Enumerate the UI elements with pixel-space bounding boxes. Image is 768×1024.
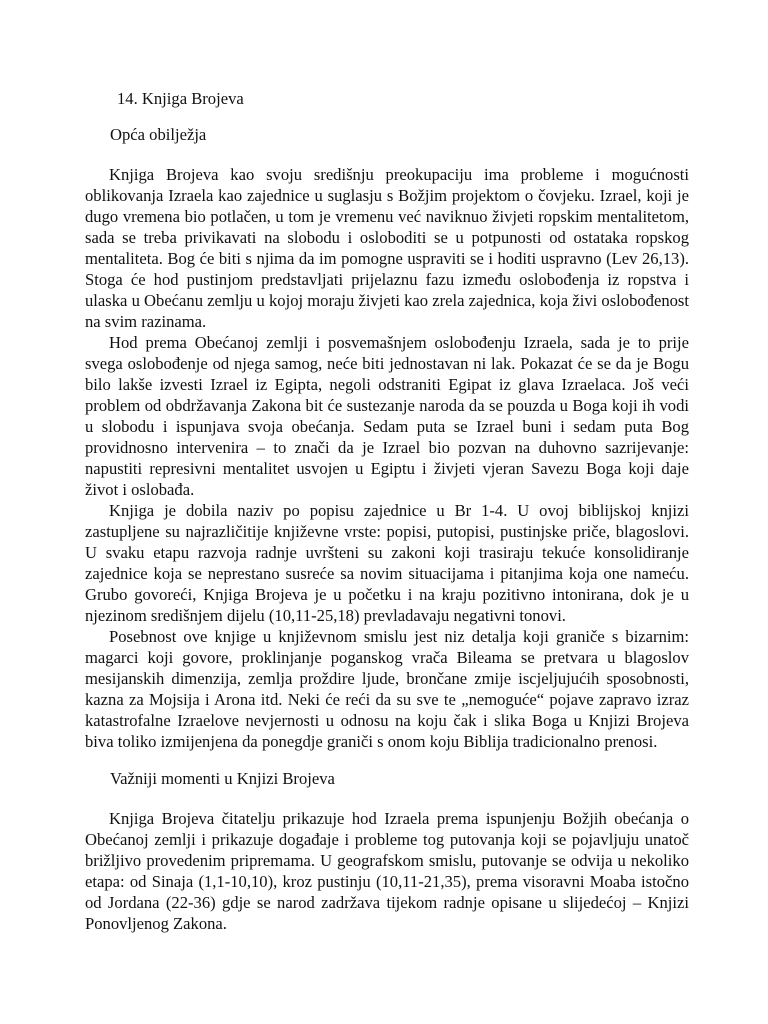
paragraph: Knjiga Brojeva kao svoju središnju preokupaciju ima probleme i mogućnosti oblikovanja Izraela kao zajednice u suglasju s Božjim projektom o čovjeku. Izrael, koji je dugo vremena bio potlačen, u tom je vremenu već naviknuo živjeti ropskim mentalitetom, sada se treba privikavati na slobodu i osloboditi se u potpunosti od ostataka ropskog mentaliteta. Bog će biti s njima da im pomogne uspraviti se i hoditi uspravno (Lev 26,13). Stoga će hod pustinjom predstavljati prijelaznu fazu između oslobođenja iz ropstva i ulaska u Obećanu zemlju u kojoj moraju živjeti kao zrela zajednica, koja živi oslobođenost na svim razinama. — [85, 165, 689, 331]
section-body-moments — [85, 808, 689, 934]
paragraph: Knjiga Brojeva čitatelju prikazuje hod Izraela prema ispunjenju Božjih obećanja o Obećanoj zemlji i prikazuje događaje i probleme tog putovanja koji se pojavljuju unatoč brižljivo provedenim pripremama. U geografskom smislu, putovanje se odvija u nekoliko etapa: od Sinaja (1,1-10,10), kroz pustinju (10,11-21,35), prema visoravni Moaba istočno od Jordana (22-36) gdje se narod zadržava tijekom radnje opisane u slijedećoj – Knjizi Ponovljenog Zakona. — [85, 809, 689, 933]
section-heading-general: Opća obilježja — [110, 125, 207, 144]
chapter-title: 14. Knjiga Brojeva — [117, 89, 244, 108]
paragraph: Hod prema Obećanoj zemlji i posvemašnjem oslobođenju Izraela, sada je to prije svega oslobođenje od njega samog, neće biti jednostavan ni lak. Pokazat će se da je Bogu bilo lakše izvesti Izrael iz Egipta, negoli odstraniti Egipat iz glava Izraelaca. Još veći problem od obdržavanja Zakona bit će sustezanje naroda da se pouzda u Boga koji ih vodi u slobodu i ispunjava svoja obećanja. Sedam puta se Izrael buni i sedam puta Bog providnosno intervenira – to znači da je Izrael bio pozvan na duhovno sazrijevanje: napustiti represivni mentalitet usvojen u Egiptu i živjeti vjeran Savezu Boga koji daje život i oslobađa. — [85, 333, 689, 499]
paragraph: Knjiga je dobila naziv po popisu zajednice u Br 1-4. U ovoj biblijskoj knjizi zastupljene su najrazličitije književne vrste: popisi, putopisi, pustinjske priče, blagoslovi. U svaku etapu razvoja radnje uvršteni su zakoni koji trasiraju tekuće konsolidiranje zajednice koja se neprestano susreće sa novim situacijama i pitanjima koja one nameću. Grubo govoreći, Knjiga Brojeva je u početku i na kraju pozitivno intonirana, dok je u njezinom središnjem dijelu (10,11-25,18) prevladavaju negativni tonovi. — [85, 501, 689, 625]
paragraph: Posebnost ove knjige u književnom smislu jest niz detalja koji graniče s bizarnim: magarci koji govore, proklinjanje poganskog vrača Bileama se pretvara u blagoslov mesijanskih dimenzija, zemlja proždire ljude, brončane zmije iscjeljujućih sposobnosti, kazna za Mojsija i Arona itd. Neki će reći da su sve te „nemoguće“ pojave zapravo izraz katastrofalne Izraelove nevjernosti u odnosu na koju čak i slika Boga u Knjizi Brojeva biva toliko izmijenjena da ponegdje graniči s onom koju Biblija tradicionalno prenosi. — [85, 627, 689, 751]
section-heading-moments: Važniji momenti u Knjizi Brojeva — [110, 769, 335, 788]
section-body-general — [85, 164, 689, 752]
